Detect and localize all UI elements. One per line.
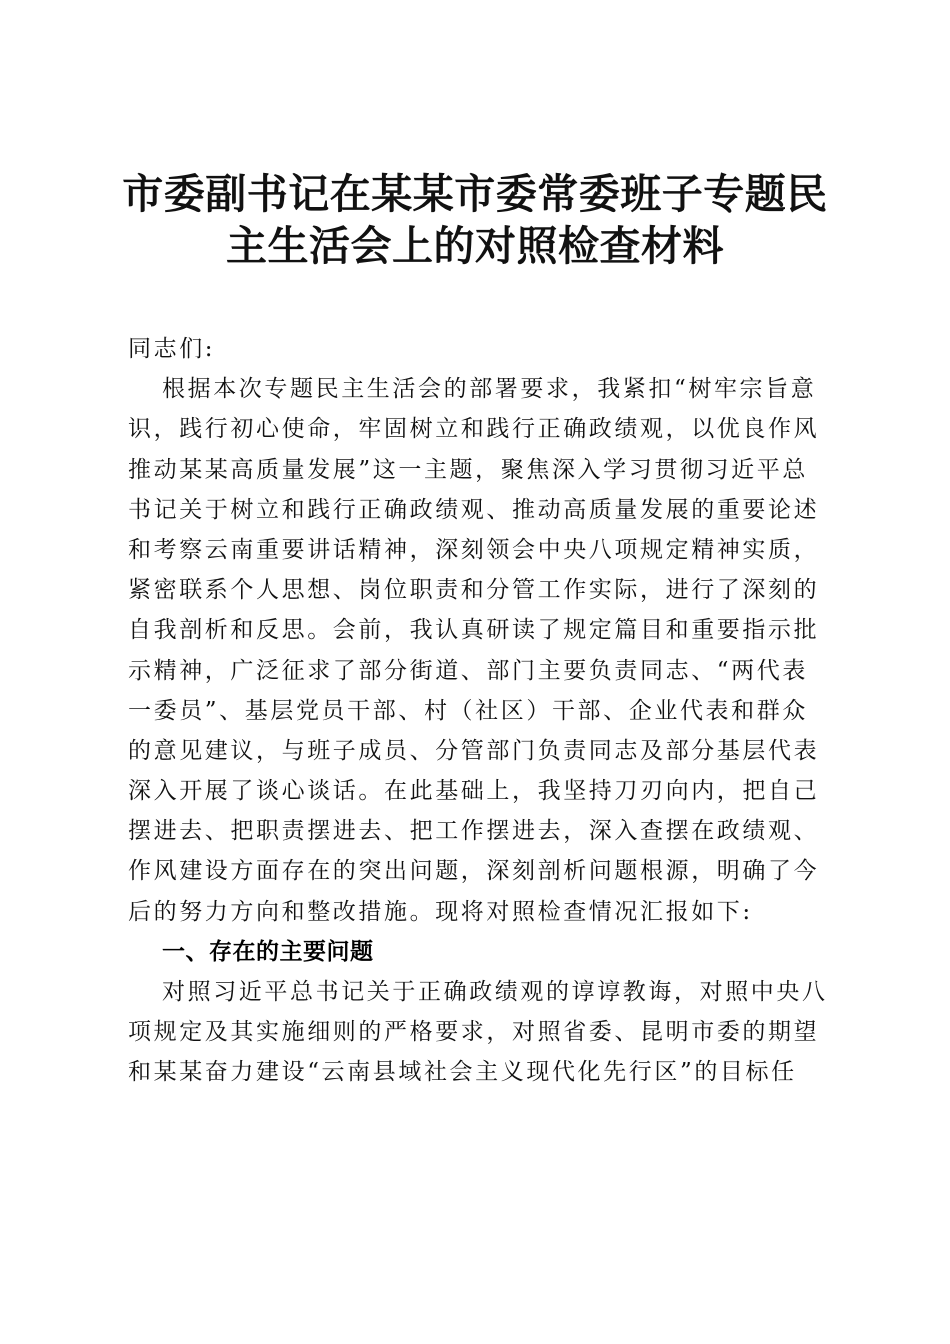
section-heading: 一、存在的主要问题 (162, 938, 374, 965)
salutation: 同志们: (128, 336, 216, 362)
paragraph-line: 书记关于树立和践行正确政绩观、推动高质量发展的重要论述 (128, 496, 820, 523)
paragraph-section1 (128, 972, 828, 1093)
document-title (110, 168, 840, 272)
paragraph-line: 项规定及其实施细则的严格要求，对照省委、昆明市委的期望 (128, 1019, 820, 1046)
paragraph-line: 对照习近平总书记关于正确政绩观的谆谆教诲，对照中央八 (162, 979, 828, 1005)
paragraph-line: 推动某某高质量发展”这一主题，聚焦深入学习贯彻习近平总 (128, 456, 808, 483)
paragraph-line: 一委员”、基层党员干部、村（社区）干部、企业代表和群众 (128, 697, 808, 724)
paragraph-line: 识，践行初心使命，牢固树立和践行正确政绩观，以优良作风 (128, 416, 820, 443)
title-line-2: 主生活会上的对照检查材料 (226, 222, 724, 270)
title-line-1: 市委副书记在某某市委常委班子专题民 (122, 170, 828, 218)
paragraph-line: 后的努力方向和整改措施。现将对照检查情况汇报如下: (128, 898, 753, 925)
paragraph-line: 的意见建议，与班子成员、分管部门负责同志及部分基层代表 (128, 737, 820, 764)
paragraph-line: 深入开展了谈心谈话。在此基础上，我坚持刀刃向内，把自己 (128, 778, 820, 805)
paragraph-line: 和考察云南重要讲话精神，深刻领会中央八项规定精神实质， (128, 536, 820, 563)
paragraph-line: 示精神，广泛征求了部分街道、部门主要负责同志、“两代表 (128, 657, 808, 684)
paragraph-intro (128, 369, 828, 932)
paragraph-line: 紧密联系个人思想、岗位职责和分管工作实际，进行了深刻的 (128, 577, 820, 604)
paragraph-line: 摆进去、把职责摆进去、把工作摆进去，深入查摆在政绩观、 (128, 818, 820, 845)
paragraph-line: 作风建设方面存在的突出问题，深刻剖析问题根源，明确了今 (128, 858, 820, 885)
paragraph-line: 和某某奋力建设“云南县域社会主义现代化先行区”的目标任 (128, 1059, 797, 1086)
paragraph-line: 自我剖析和反思。会前，我认真研读了规定篇目和重要指示批 (128, 617, 820, 644)
document-body (128, 329, 828, 1093)
paragraph-line: 根据本次专题民主生活会的部署要求，我紧扣“树牢宗旨意 (162, 376, 817, 403)
